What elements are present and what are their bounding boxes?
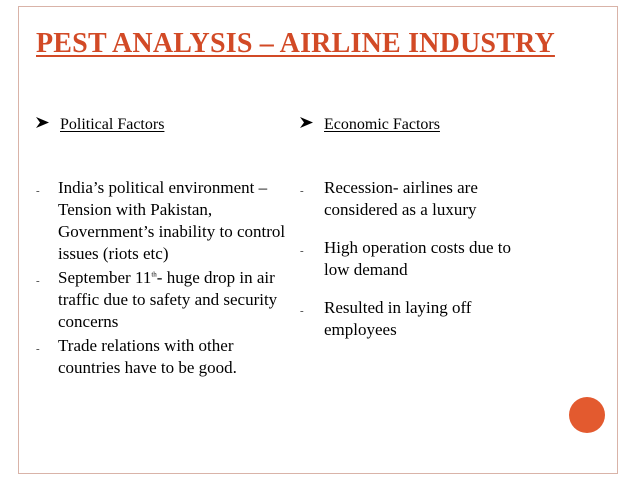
list-item-text-end: - huge drop in air traffic due to safety and security concerns xyxy=(58,268,278,331)
economic-factors-heading: Economic Factors xyxy=(324,116,440,133)
pointer-bullet-icon xyxy=(300,116,313,129)
economic-factors-heading-row xyxy=(300,114,540,138)
list-item xyxy=(36,177,298,265)
dash-bullet-icon: - xyxy=(300,185,304,197)
list-item-text: High operation costs due to low demand xyxy=(324,238,511,279)
dash-bullet-icon: - xyxy=(300,245,304,257)
list-item-text-start: September 11 xyxy=(58,268,152,287)
dash-bullet-icon: - xyxy=(300,305,304,317)
list-item-text: Resulted in laying off employees xyxy=(324,298,472,339)
economic-factors-column xyxy=(300,114,540,341)
political-factors-heading-row xyxy=(36,114,298,138)
dash-bullet-icon: - xyxy=(36,343,40,355)
slide-title: PEST ANALYSIS – AIRLINE INDUSTRY xyxy=(36,28,555,59)
pointer-bullet-icon xyxy=(36,116,49,129)
ordinal-superscript: th xyxy=(151,270,157,279)
list-item xyxy=(300,177,540,221)
list-item xyxy=(300,297,540,341)
dash-bullet-icon: - xyxy=(36,275,40,287)
list-item-text: Trade relations with other countries have to be good. xyxy=(58,336,237,377)
political-factors-column xyxy=(36,114,298,379)
list-item xyxy=(36,335,298,379)
list-item-text: India’s political environment – Tension with Pakistan, Government’s inability to control issues (riots etc) xyxy=(58,178,286,263)
political-factors-heading: Political Factors xyxy=(60,116,165,133)
dash-bullet-icon: - xyxy=(36,185,40,197)
list-item-text xyxy=(36,267,298,333)
list-item xyxy=(300,237,540,281)
list-item-text: Recession- airlines are considered as a luxury xyxy=(324,178,478,219)
decorative-circle xyxy=(569,397,605,433)
list-item xyxy=(36,267,298,333)
